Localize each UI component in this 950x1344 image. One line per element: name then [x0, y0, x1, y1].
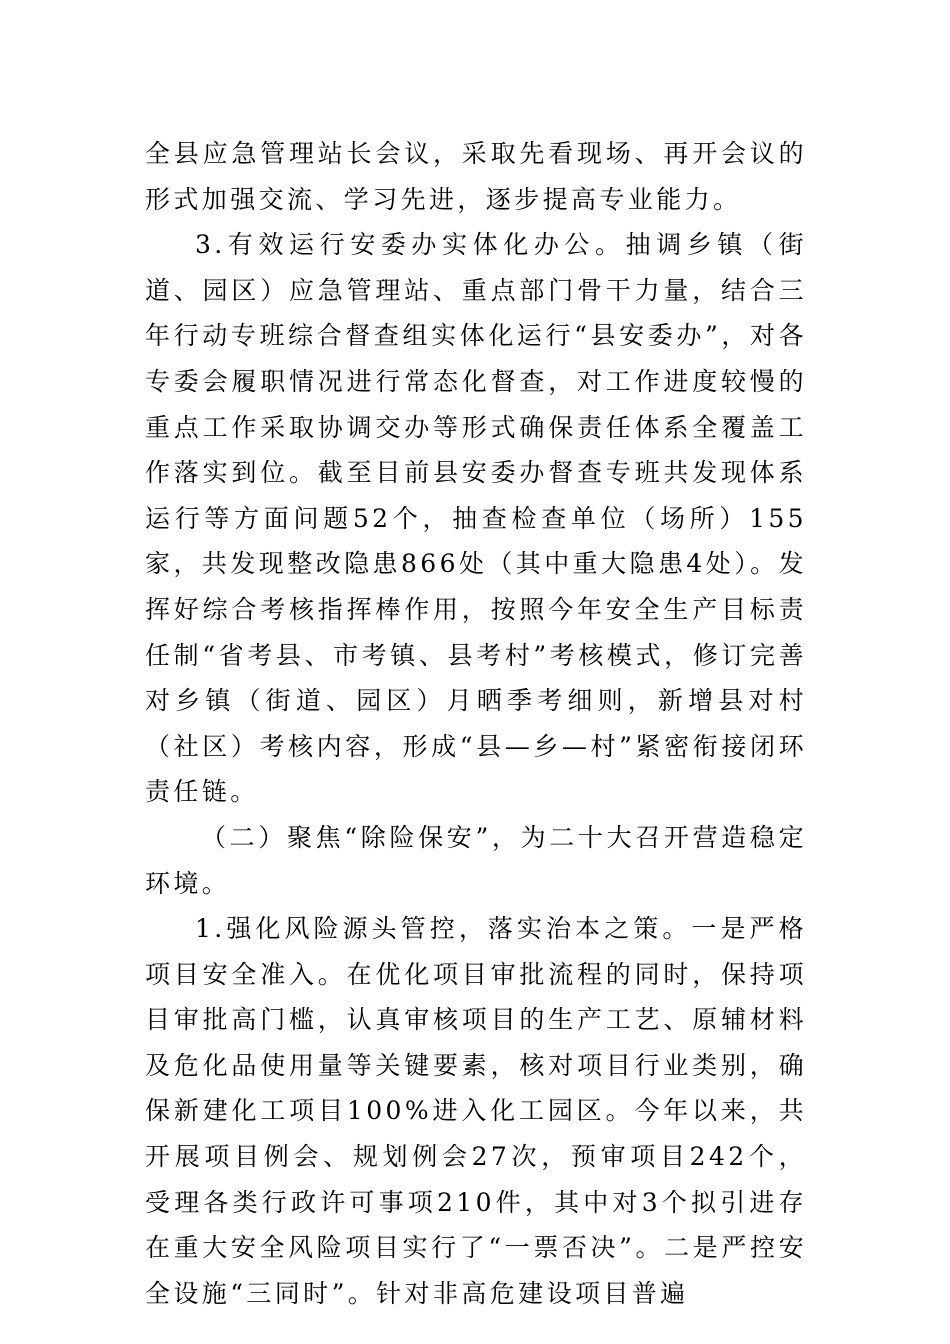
paragraph-item-1: 1.强化风险源头管控，落实治本之策。一是严格项目安全准入。在优化项目审批流程的同时，保持项目审批高门槛，认真审核项目的生产工艺、原辅材料及危化品使用量等关键要素，核对项目行业类别，确保新建化工项目100%进入化工园区。今年以来，共开展项目例会、规划例会27次，预审项目242个，受理各类行政许可事项210件，其中对3个拟引进存在重大安全风险项目实行了“一票否决”。二是严控安全设施“三同时”。针对非高危建设项目普遍 [145, 914, 807, 1308]
document-body [145, 131, 807, 1316]
paragraph-item-3: 3.有效运行安委办实体化办公。抽调乡镇（街道、园区）应急管理站、重点部门骨干力量，结合三年行动专班综合督查组实体化运行“县安委办”，对各专委会履职情况进行常态化督查，对工作进度较慢的重点工作采取协调交办等形式确保责任体系全覆盖工作落实到位。截至目前县安委办督查专班共发现体系运行等方面问题52个，抽查检查单位（场所）155家，共发现整改隐患866处（其中重大隐患4处）。发挥好综合考核指挥棒作用，按照今年安全生产目标责任制“省考县、市考镇、县考村”考核模式，修订完善对乡镇（街道、园区）月晒季考细则，新增县对村（社区）考核内容，形成“县—乡—村”紧密衔接闭环责任链。 [145, 230, 807, 807]
section-heading-2: （二）聚焦“除险保安”，为二十大召开营造稳定环境。 [145, 822, 807, 898]
paragraph-continuation: 全县应急管理站长会议，采取先看现场、再开会议的形式加强交流、学习先进，逐步提高专业能力。 [145, 139, 807, 214]
